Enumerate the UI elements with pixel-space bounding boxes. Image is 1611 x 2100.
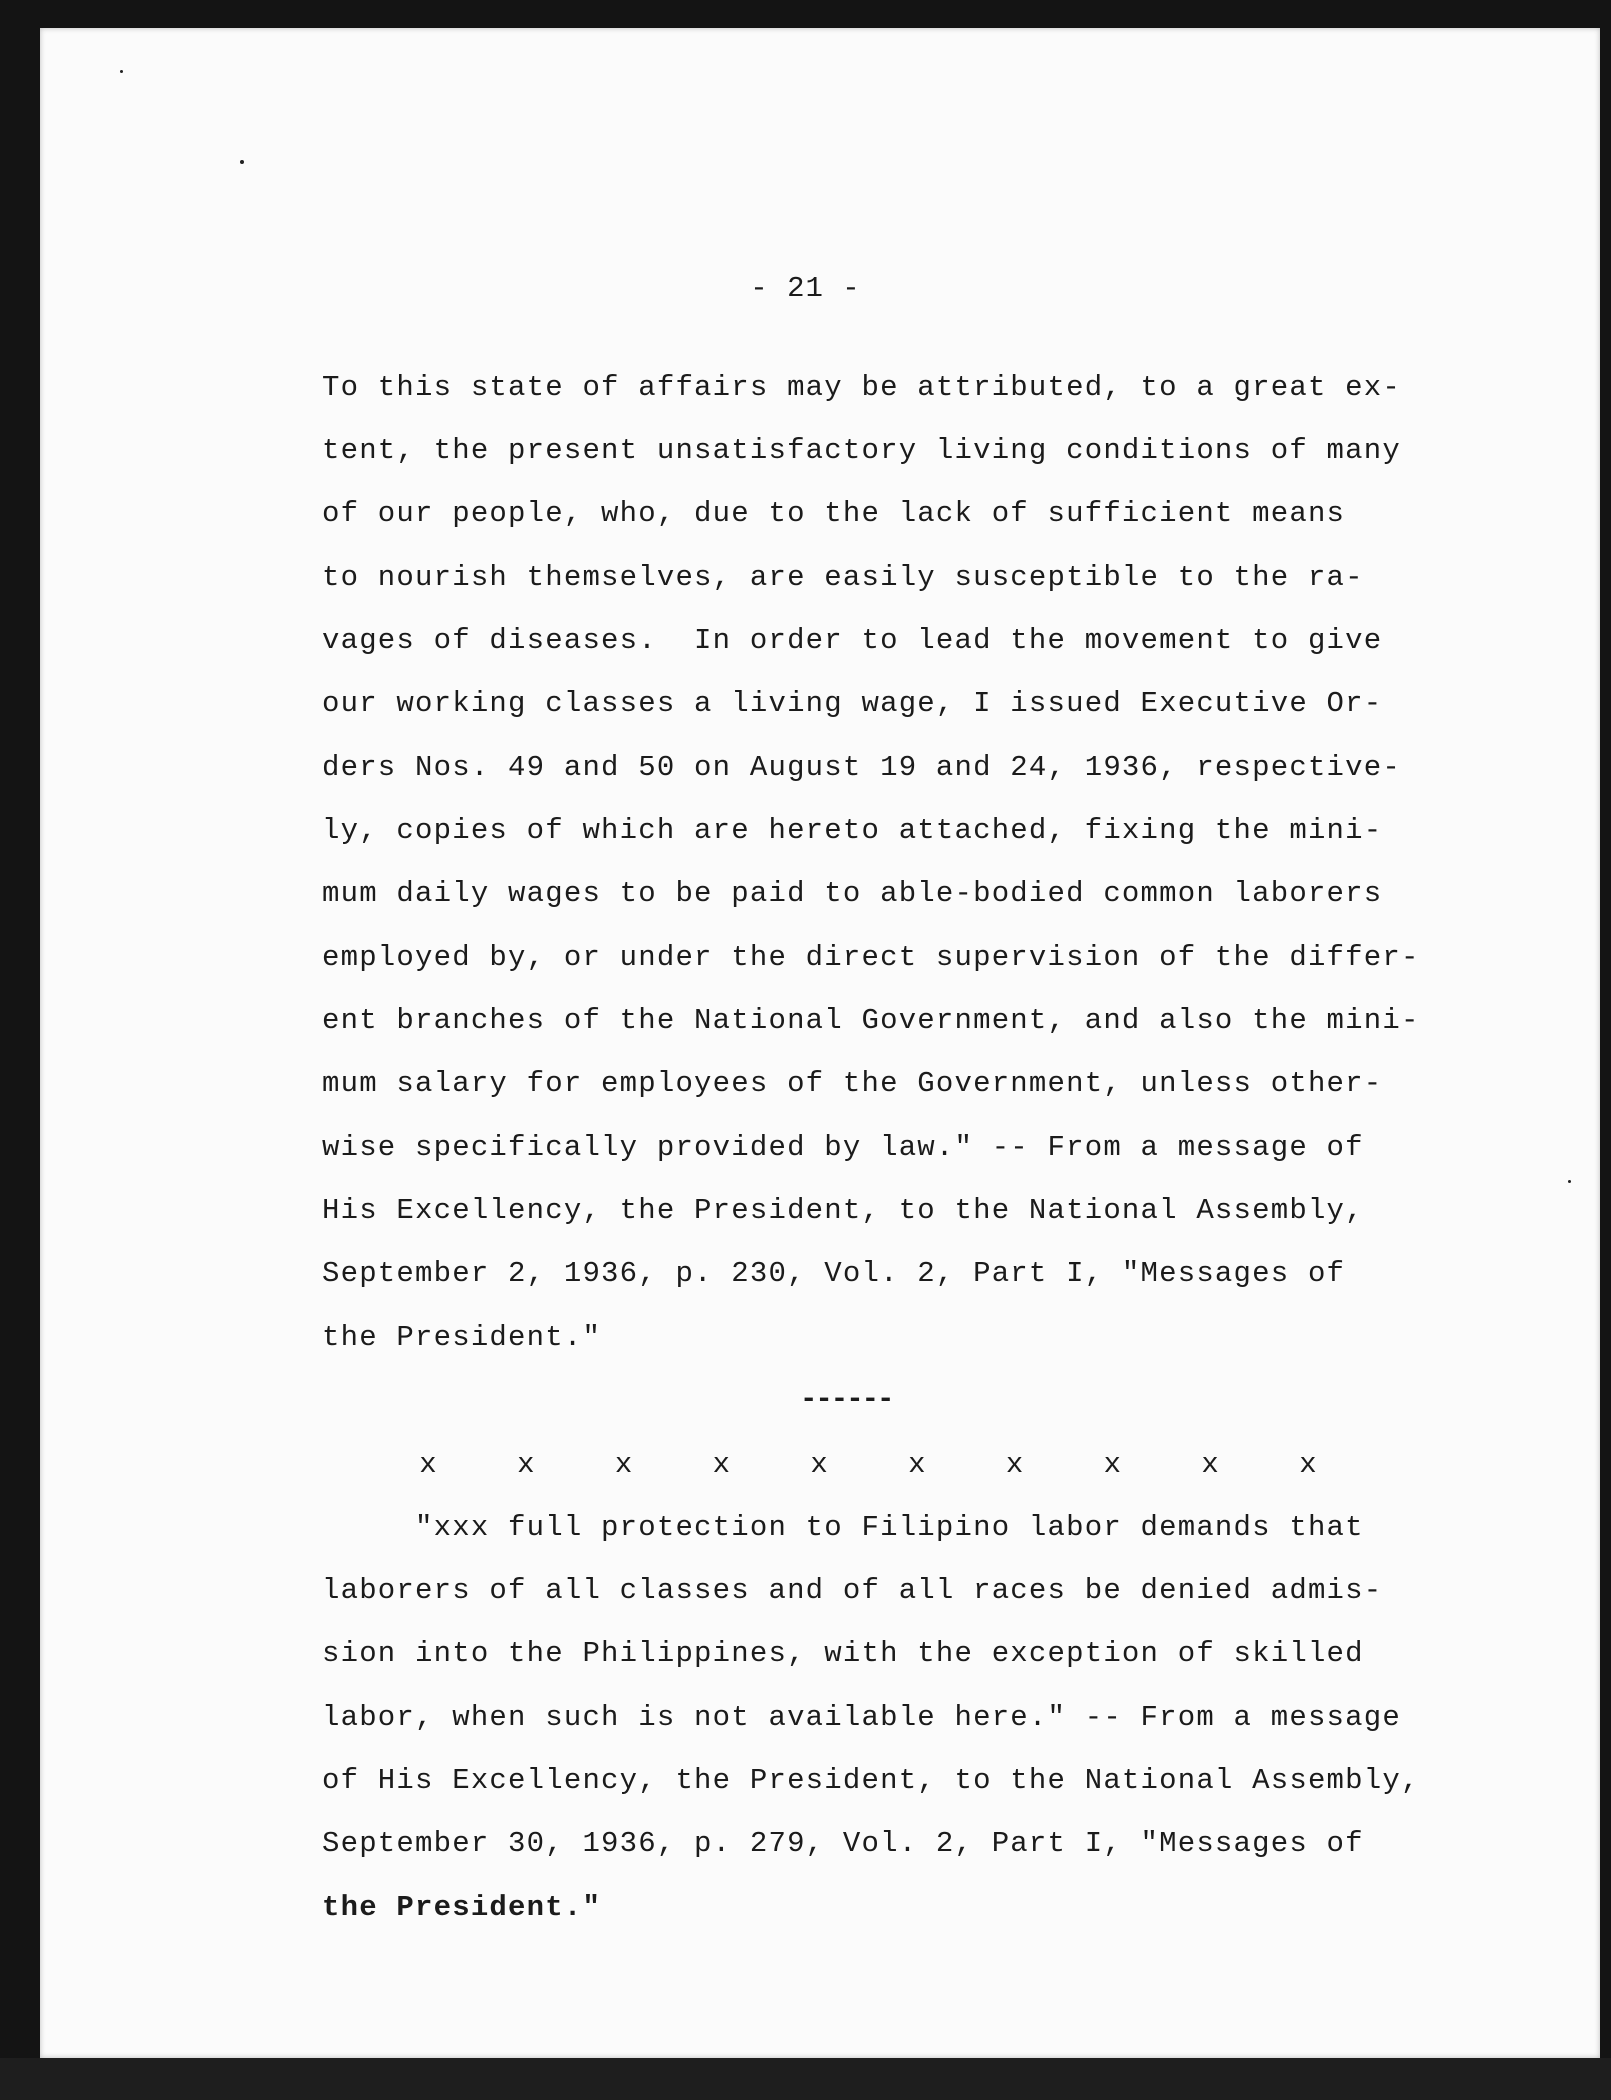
- page-number: - 21 -: [750, 272, 861, 305]
- omission-mark: x: [517, 1448, 535, 1481]
- omission-mark: x: [1201, 1448, 1219, 1481]
- text-line: sion into the Philippines, with the exception of skilled: [322, 1637, 1364, 1670]
- text-line: ent branches of the National Government, and also the mini-: [322, 1004, 1420, 1037]
- text-line: September 2, 1936, p. 230, Vol. 2, Part I, "Messages of: [322, 1257, 1346, 1290]
- text-line: the President.": [322, 1891, 602, 1924]
- paragraph-1: [322, 368, 1462, 1354]
- text-line: of our people, who, due to the lack of sufficient means: [322, 497, 1346, 530]
- section-separator: ------: [800, 1383, 893, 1416]
- text-line: labor, when such is not available here." -- From a message: [322, 1701, 1401, 1734]
- omission-mark: x: [810, 1448, 828, 1481]
- scan-speck: [1568, 1180, 1571, 1183]
- text-line: His Excellency, the President, to the National Assembly,: [322, 1194, 1364, 1227]
- omission-mark: x: [1005, 1448, 1024, 1481]
- text-line: "xxx full protection to Filipino labor demands that: [322, 1511, 1364, 1544]
- text-line: tent, the present unsatisfactory living conditions of many: [322, 434, 1401, 467]
- omission-mark: x: [908, 1448, 926, 1481]
- text-line: wise specifically provided by law." -- From a message of: [322, 1131, 1364, 1164]
- omission-mark: x: [1299, 1448, 1317, 1481]
- text-line: September 30, 1936, p. 279, Vol. 2, Part I, "Messages of: [322, 1827, 1364, 1860]
- text-line: of His Excellency, the President, to the National Assembly,: [322, 1764, 1420, 1797]
- omission-mark: x: [1103, 1448, 1122, 1481]
- text-line: ly, copies of which are hereto attached, fixing the mini-: [322, 814, 1383, 847]
- text-line: vages of diseases. In order to lead the movement to give: [322, 624, 1383, 657]
- omission-mark: x: [614, 1448, 633, 1481]
- text-line: the President.": [322, 1321, 602, 1354]
- text-line: laborers of all classes and of all races be denied admis-: [322, 1574, 1383, 1607]
- text-line: our working classes a living wage, I issued Executive Or-: [322, 687, 1383, 720]
- scan-speck: [240, 160, 244, 164]
- omission-mark: x: [712, 1448, 730, 1481]
- text-line: mum daily wages to be paid to able-bodied common laborers: [322, 877, 1383, 910]
- paragraph-2: [322, 1508, 1462, 1924]
- omission-marks: [418, 1448, 1318, 1481]
- text-line: ders Nos. 49 and 50 on August 19 and 24, 1936, respective-: [322, 751, 1401, 784]
- text-line: To this state of affairs may be attributed, to a great ex-: [322, 371, 1401, 404]
- text-line: to nourish themselves, are easily susceptible to the ra-: [322, 561, 1364, 594]
- scan-border: [0, 2058, 1611, 2100]
- text-line: employed by, or under the direct supervision of the differ-: [322, 941, 1420, 974]
- scan-speck: [120, 70, 123, 73]
- omission-mark: x: [419, 1448, 437, 1481]
- text-line: mum salary for employees of the Government, unless other-: [322, 1067, 1383, 1100]
